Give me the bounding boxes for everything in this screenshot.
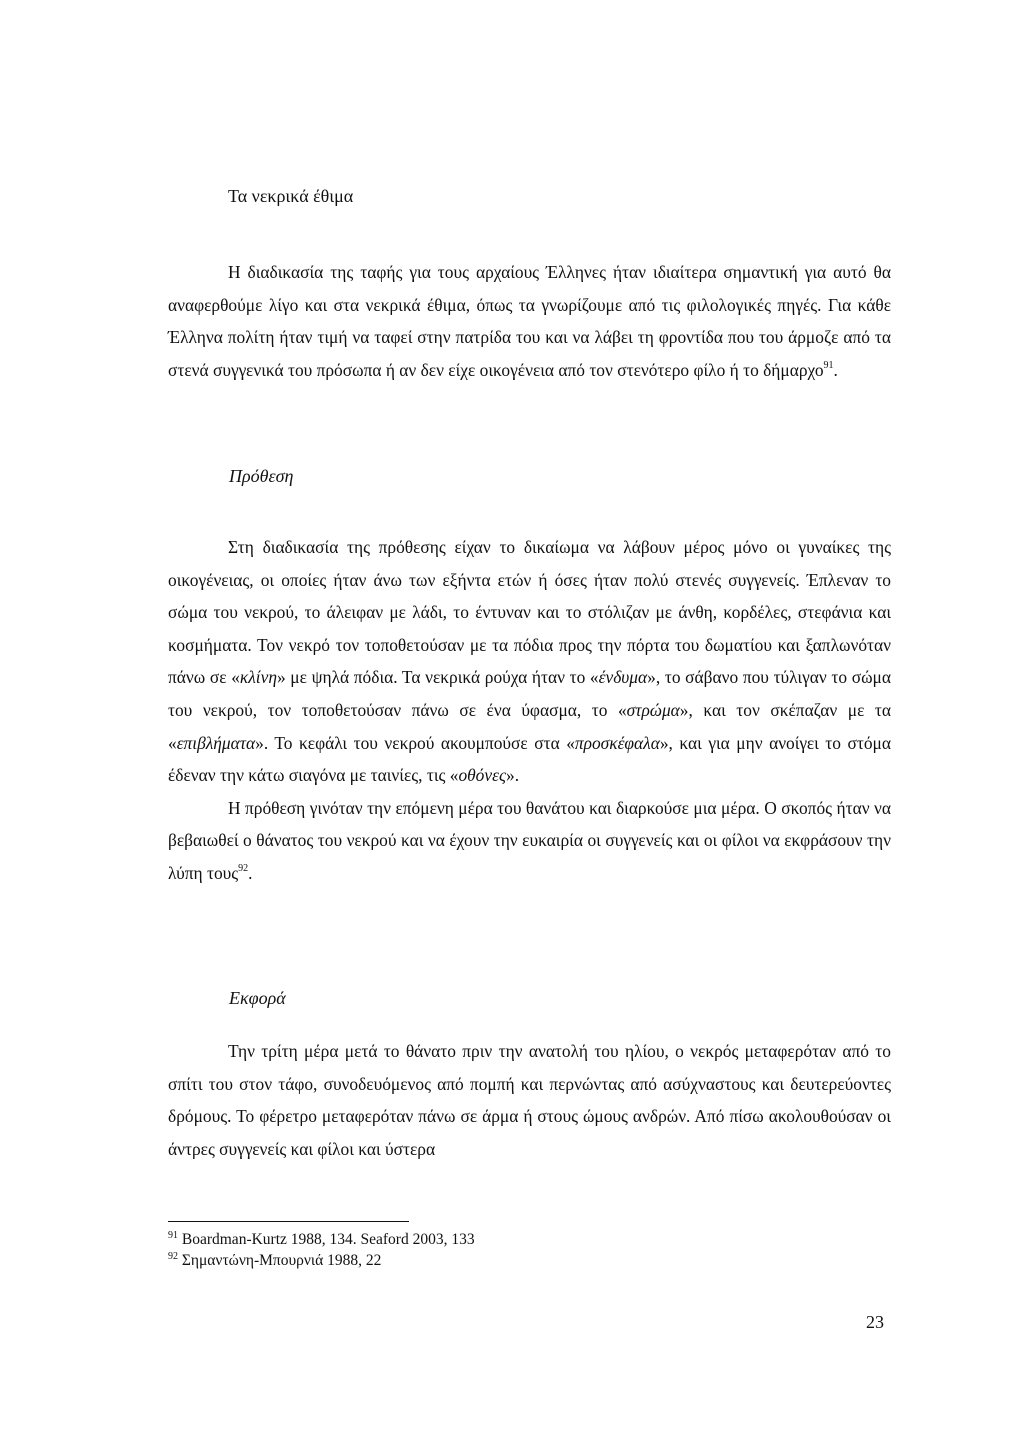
intro-paragraph: [168, 256, 891, 386]
intro-end: .: [833, 359, 838, 380]
text-run: .: [248, 862, 253, 883]
term-endyma: ένδυμα: [598, 667, 648, 688]
term-kline: κλίνη: [239, 667, 277, 688]
footnote-92: [168, 1251, 381, 1271]
footnote-text: Boardman-Kurtz 1988, 134. Seaford 2003, 133: [181, 1231, 475, 1248]
term-stroma: στρώμα: [626, 699, 680, 720]
text-run: Η πρόθεση γινόταν την επόμενη μέρα του θανάτου και διαρκούσε μια μέρα. Ο σκοπός ήταν να βεβαιωθεί ο θάνατος του νεκρού και να έχουν την ευκαιρία οι συγγενείς και οι φίλοι να εκφράσουν την λύπη τους: [168, 797, 891, 883]
term-epiblimata: επιβλήματα: [176, 732, 256, 753]
footnote-text: Σημαντώνη-Μπουρνιά 1988, 22: [181, 1252, 382, 1269]
text-run: », και τον σκέπαζαν με τα «: [168, 699, 891, 753]
term-othones: οθόνες: [458, 765, 506, 786]
footnote-ref-92[interactable]: 92: [238, 862, 249, 874]
ekfora-block: [168, 1035, 891, 1165]
text-run: », το σάβανο που τύλιγαν το σώμα του νεκρού, τον τοποθετούσαν πάνω σε ένα ύφασμα, το «: [168, 667, 891, 720]
text-run: », και για μην ανοίγει το στόμα έδεναν την κάτω σιαγόνα με ταινίες, τις «: [168, 732, 891, 786]
footnote-number: 92: [168, 1251, 178, 1262]
prothesi-heading: Πρόθεση: [229, 466, 294, 486]
text-run: Στη διαδικασία της πρόθεσης είχαν το δικαίωμα να λάβουν μέρος μόνο οι γυναίκες της οικογένειας, οι οποίες ήταν άνω των εξήντα ετών ή όσες ήταν πολύ στενές συγγενείς. Έπλεναν το σώμα του νεκρού, το άλειφαν με λάδι, το έντυναν και το στόλιζαν με άνθη, κορδέλες, στεφάνια και κοσμήματα. Τον νεκρό τον τοποθετούσαν με τα πόδια προς την πόρτα του δωματίου και ξαπλωνόταν πάνω σε «: [168, 537, 891, 688]
text-run: » με ψηλά πόδια. Τα νεκρικά ρούχα ήταν το «: [276, 667, 599, 688]
page-number: 23: [866, 1312, 884, 1332]
text-run: ». Το κεφάλι του νεκρού ακουμπούσε στα «: [255, 732, 575, 753]
prothesi-block: [168, 531, 891, 890]
footnote-ref-91[interactable]: 91: [823, 359, 834, 371]
section-heading: Τα νεκρικά έθιμα: [228, 186, 354, 206]
prothesi-paragraph-1: [168, 531, 891, 792]
prothesi-paragraph-2: [168, 792, 891, 890]
footnote-divider: [168, 1221, 409, 1222]
ekfora-heading: Εκφορά: [229, 988, 286, 1008]
footnote-91: [168, 1230, 475, 1250]
term-proskefala: προσκέφαλα: [574, 732, 660, 753]
footnote-number: 91: [168, 1230, 178, 1241]
intro-text: Η διαδικασία της ταφής για τους αρχαίους Έλληνες ήταν ιδιαίτερα σημαντική για αυτό θα αναφερθούμε λίγο και στα νεκρικά έθιμα, όπως τα γνωρίζουμε από τις φιλολογικές πηγές. Για κάθε Έλληνα πολίτη ήταν τιμή να ταφεί στην πατρίδα του και να λάβει τη φροντίδα που του άρμοζε από τα στενά συγγενικά του πρόσωπα ή αν δεν είχε οικογένεια από τον στενότερο φίλο ή το δήμαρχο: [168, 262, 891, 380]
ekfora-paragraph: Την τρίτη μέρα μετά το θάνατο πριν την ανατολή του ηλίου, ο νεκρός μεταφερόταν από το σπίτι του στον τάφο, συνοδευόμενος από πομπή και περνώντας από ασύχναστους και δευτερεύοντες δρόμους. Το φέρετρο μεταφερόταν πάνω σε άρμα ή στους ώμους ανδρών. Από πίσω ακολουθούσαν οι άντρες συγγενείς και φίλοι και ύστερα: [168, 1041, 891, 1159]
intro-paragraph-block: [168, 256, 891, 386]
text-run: ».: [506, 765, 520, 786]
